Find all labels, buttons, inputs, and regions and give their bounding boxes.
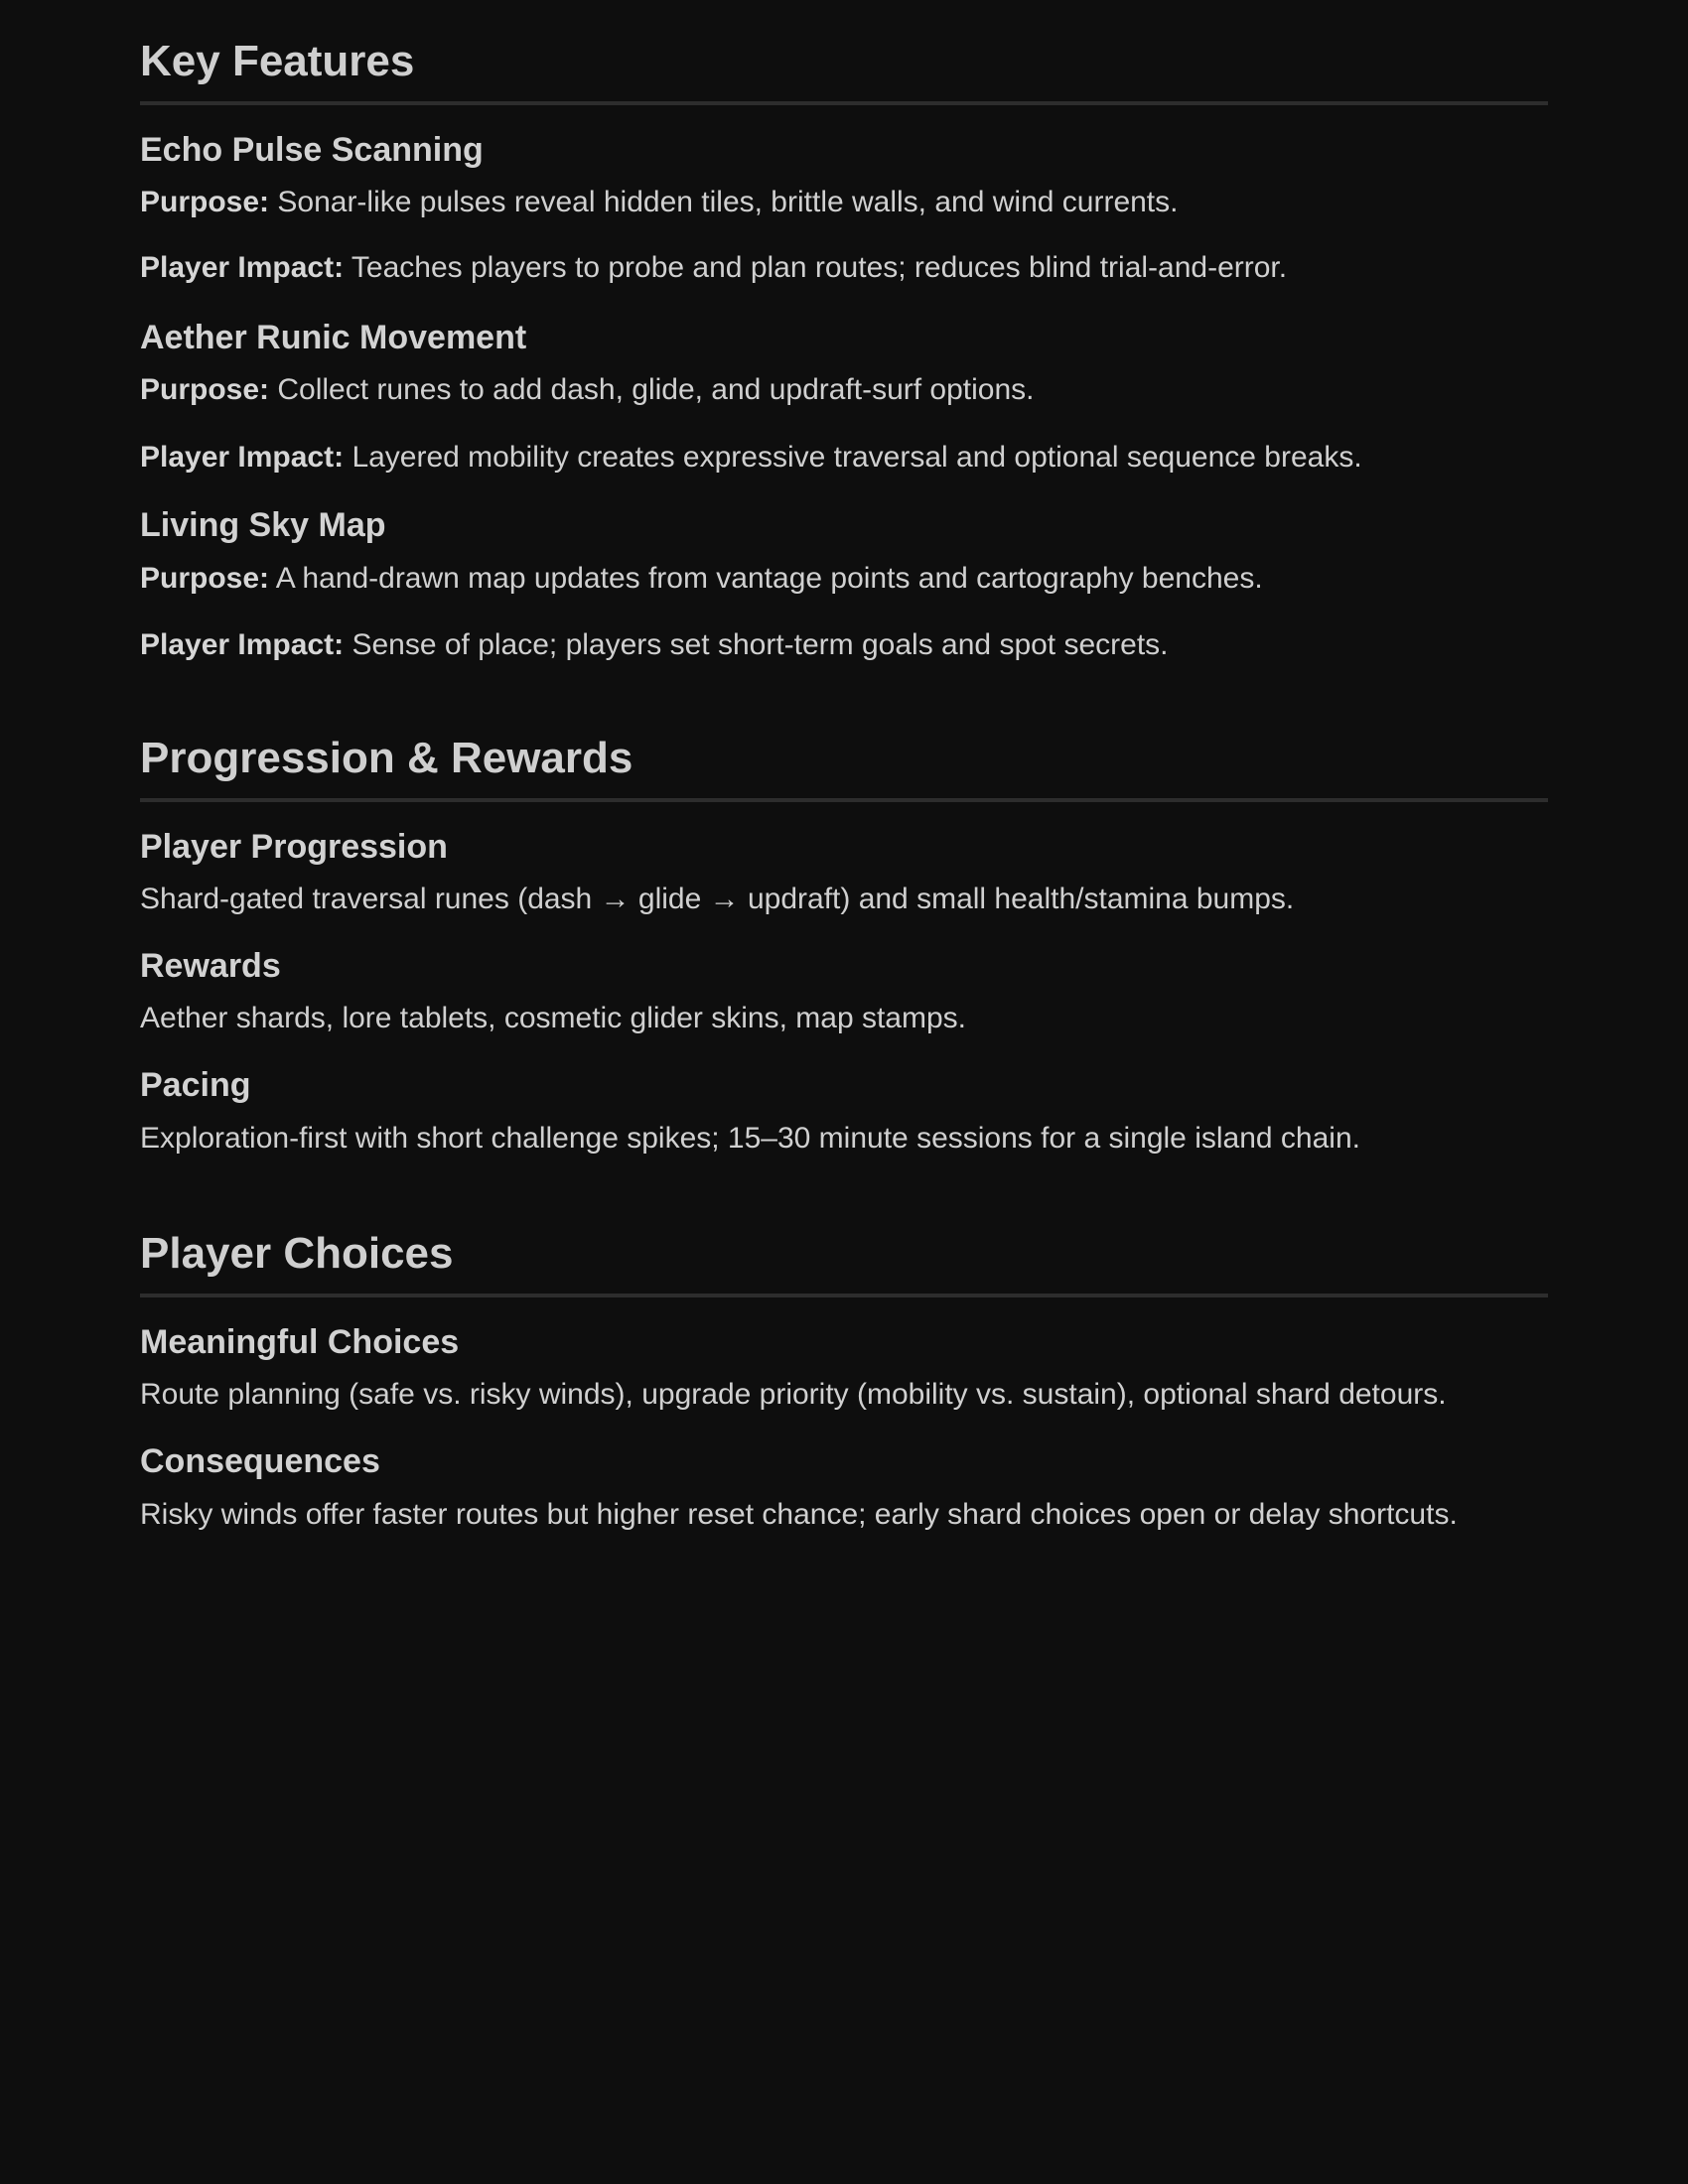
feature-title: Echo Pulse Scanning (140, 131, 484, 169)
feature-purpose (140, 179, 1548, 226)
feature-impact (140, 621, 1548, 669)
document (140, 0, 1548, 1539)
progression-item-pacing (140, 1061, 1548, 1162)
section-title-progression-rewards: Progression & Rewards (140, 729, 1548, 802)
impact-text: Sense of place; players set short-term goals and spot secrets. (352, 628, 1169, 661)
feature-echo-pulse-scanning (140, 126, 1548, 292)
purpose-text: A hand-drawn map updates from vantage points and cartography benches. (275, 562, 1263, 595)
progression-item-player-progression (140, 823, 1548, 923)
impact-text: Teaches players to probe and plan routes; reduces blind trial-and-error. (351, 251, 1288, 284)
feature-living-sky-map (140, 501, 1548, 669)
choices-item-meaningful-choices (140, 1318, 1548, 1419)
item-text: Risky winds offer faster routes but higher reset chance; early shard choices open or delay shortcuts. (140, 1498, 1458, 1531)
item-text: Shard-gated traversal runes (dash → glide → updraft) and small health/stamina bumps. (140, 883, 1295, 915)
feature-title: Aether Runic Movement (140, 319, 527, 356)
player-choices-section (140, 1162, 1548, 1539)
item-title: Player Progression (140, 828, 448, 866)
item-title: Meaningful Choices (140, 1323, 460, 1361)
item-text: Route planning (safe vs. risky winds), upgrade priority (mobility vs. sustain), optional shard detours. (140, 1378, 1447, 1411)
progression-rewards-section (140, 669, 1548, 1162)
item-title: Rewards (140, 947, 281, 985)
impact-label: Player Impact: (140, 251, 345, 284)
feature-impact (140, 434, 1548, 481)
impact-label: Player Impact: (140, 441, 345, 474)
item-text: Aether shards, lore tablets, cosmetic glider skins, map stamps. (140, 1002, 967, 1034)
choices-item-consequences (140, 1437, 1548, 1539)
impact-label: Player Impact: (140, 628, 345, 661)
impact-text: Layered mobility creates expressive traversal and optional sequence breaks. (352, 441, 1362, 474)
feature-aether-runic-movement (140, 314, 1548, 481)
purpose-text: Collect runes to add dash, glide, and updraft-surf options. (277, 373, 1035, 406)
section-title-player-choices: Player Choices (140, 1224, 1548, 1297)
item-text: Exploration-first with short challenge spikes; 15–30 minute sessions for a single island chain. (140, 1122, 1360, 1155)
section-title-key-features: Key Features (140, 32, 1548, 105)
purpose-text: Sonar-like pulses reveal hidden tiles, brittle walls, and wind currents. (277, 186, 1179, 218)
feature-purpose (140, 555, 1548, 603)
purpose-label: Purpose: (140, 373, 270, 406)
purpose-label: Purpose: (140, 186, 270, 218)
purpose-label: Purpose: (140, 562, 270, 595)
item-title: Consequences (140, 1442, 380, 1480)
progression-item-rewards (140, 942, 1548, 1042)
key-features-section (140, 0, 1548, 669)
feature-purpose (140, 366, 1548, 414)
feature-impact (140, 244, 1548, 292)
item-title: Pacing (140, 1066, 251, 1104)
feature-title: Living Sky Map (140, 506, 386, 544)
